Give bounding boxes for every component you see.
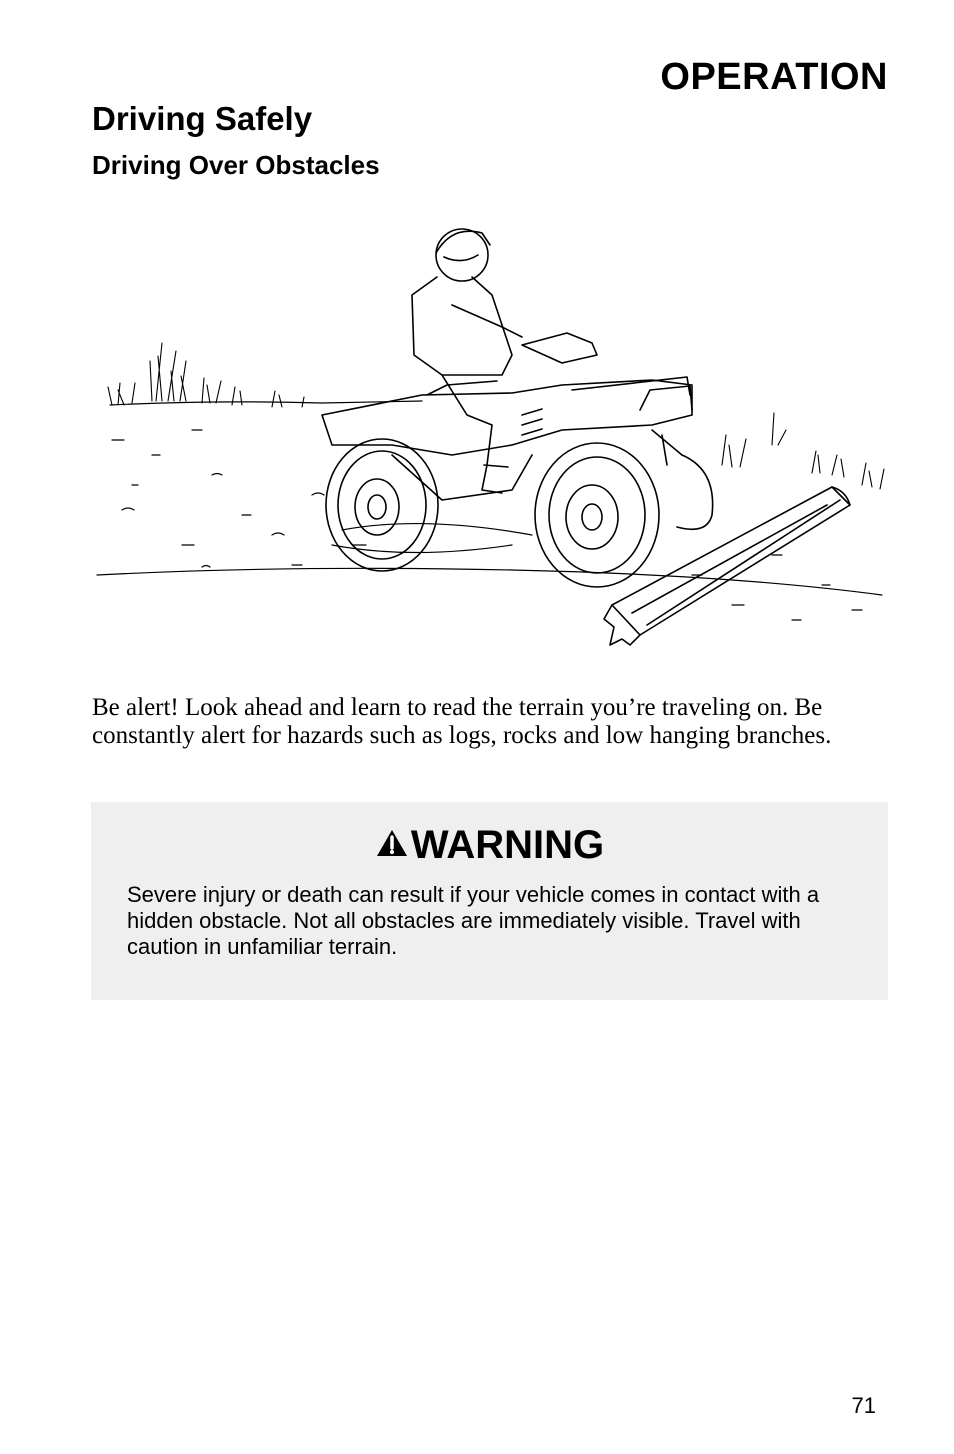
rider bbox=[412, 229, 522, 493]
page-subtitle: Driving Over Obstacles bbox=[92, 150, 380, 180]
front-wheel bbox=[535, 443, 659, 587]
warning-heading bbox=[91, 822, 888, 868]
warning-box bbox=[91, 802, 888, 1000]
page-number: 71 bbox=[851, 1393, 876, 1418]
terrain bbox=[97, 401, 882, 620]
warning-triangle-icon bbox=[375, 828, 409, 858]
page-title: Driving Safely bbox=[92, 100, 313, 137]
grass-left bbox=[108, 343, 304, 407]
section-header: OPERATION bbox=[660, 56, 888, 98]
grass-right bbox=[722, 413, 884, 489]
handlebar bbox=[522, 333, 597, 363]
warning-label: WARNING bbox=[410, 823, 605, 867]
body-paragraph: Be alert! Look ahead and learn to read the terrain you’re traveling on. Be constantly alert for hazards such as logs, rocks and low hanging branches. bbox=[92, 694, 832, 749]
atv-rider-illustration bbox=[92, 215, 888, 665]
warning-text: Severe injury or death can result if your vehicle comes in contact with a hidden obstacle. Not all obstacles are immediately visible. Travel with caution in unfamiliar terrain. bbox=[127, 882, 820, 959]
